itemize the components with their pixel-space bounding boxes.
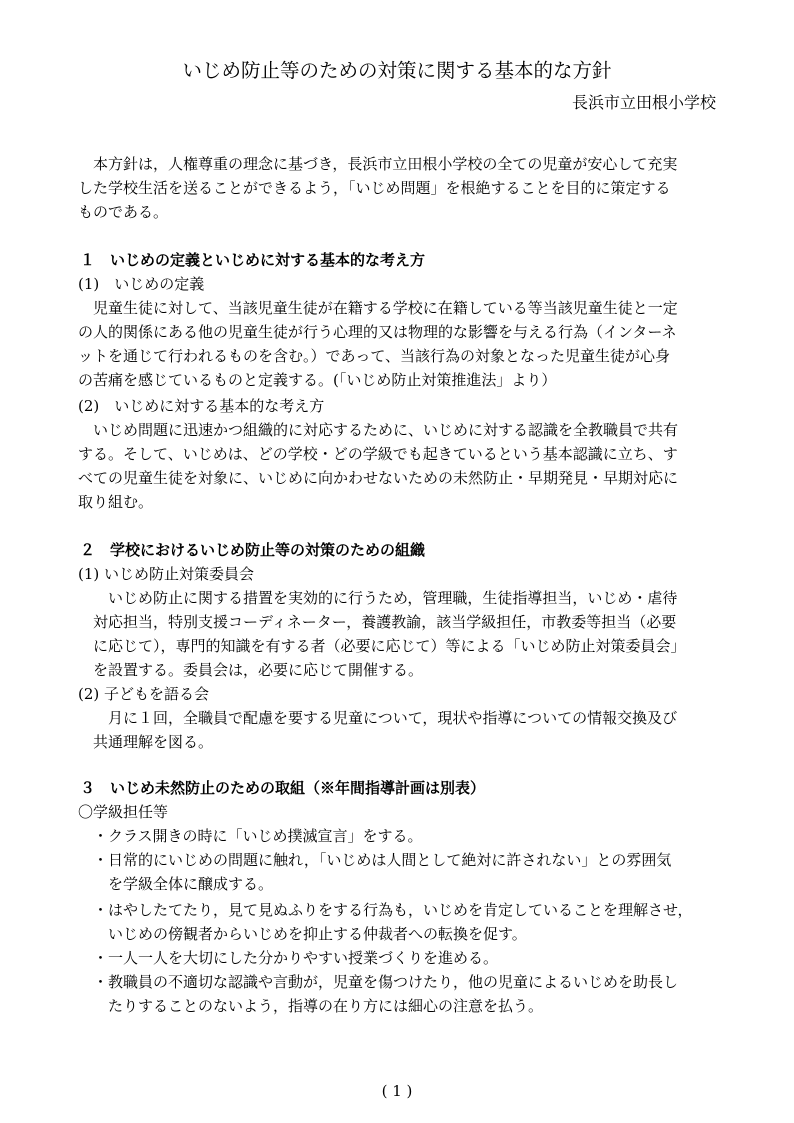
section-1-body-line: の人的関係にある他の児童生徒が行う心理的又は物理的な影響を与える行為（インターネ	[78, 323, 677, 341]
school-name: 長浜市立田根小学校	[571, 93, 716, 112]
section-2-subheading-1: (1) いじめ防止対策委員会	[78, 565, 255, 583]
section-1-subheading-1: (1) いじめの定義	[78, 275, 205, 293]
intro-line: ものである。	[78, 203, 169, 221]
list-item: ・日常的にいじめの問題に触れ，「いじめは人間として絶対に許されない」との雰囲気	[93, 851, 672, 869]
intro-line: した学校生活を送ることができるよう，「いじめ問題」を根絶することを目的に策定する	[78, 179, 671, 197]
section-2-heading: ２ 学校におけるいじめ防止等の対策のための組織	[80, 541, 426, 559]
section-1-subheading-2: (2) いじめに対する基本的な考え方	[78, 397, 325, 415]
section-1-body-line: ットを通じて行われるものを含む。）であって、当該行為の対象となった児童生徒が心身	[78, 347, 671, 365]
page-number: ( 1 )	[381, 1082, 413, 1100]
list-item: ・一人一人を大切にした分かりやすい授業づくりを進める。	[93, 949, 499, 967]
section-3-heading: ３ いじめ未然防止のための取組（※年間指導計画は別表）	[80, 779, 486, 797]
list-item-continuation: を学級全体に醸成する。	[108, 875, 274, 893]
section-2-subheading-2: (2) 子どもを語る会	[78, 685, 210, 703]
list-item-continuation: いじめの傍観者からいじめを抑止する仲裁者への転換を促す。	[108, 925, 527, 943]
list-item: ・はやしたてたり，見て見ぬふりをする行為も，いじめを肯定していることを理解させ，	[93, 901, 693, 919]
document-title: いじめ防止等のための対策に関する基本的な方針	[182, 59, 612, 82]
list-item: ・クラス開きの時に「いじめ撲滅宣言」をする。	[93, 827, 423, 845]
intro-line: 本方針は，人権尊重の理念に基づき，長浜市立田根小学校の全ての児童が安心して充実	[93, 155, 678, 173]
section-1-body-line: べての児童生徒を対象に、いじめに向かわせないための未然防止・早期発見・早期対応に	[78, 469, 679, 487]
section-1-body-line: 児童生徒に対して、当該児童生徒が在籍する学校に在籍している等当該児童生徒と一定	[93, 299, 678, 317]
section-1-heading: １ いじめの定義といじめに対する基本的な考え方	[80, 251, 426, 269]
list-item-continuation: たりすることのないよう，指導の在り方には細心の注意を払う。	[108, 997, 544, 1015]
section-2-body-line: 共通理解を図る。	[93, 733, 214, 751]
section-2-body-line: を設置する。委員会は，必要に応じて開催する。	[93, 661, 424, 679]
section-2-body-line: 月に１回，全職員で配慮を要する児童について，現状や指導についての情報交換及び	[108, 709, 678, 727]
section-1-body-line: いじめ問題に迅速かつ組織的に対応するために、いじめに対する認識を全教職員で共有	[93, 421, 679, 439]
list-item: ・教職員の不適切な認識や言動が，児童を傷つけたり，他の児童によるいじめを助長し	[93, 973, 679, 991]
section-1-body-line: する。そして、いじめは、どの学校・どの学級でも起きているという基本認識に立ち、す	[78, 445, 678, 463]
section-2-body-line: 対応担当，特別支援コーディネーター，養護教諭，該当学級担任，市教委等担当（必要	[93, 613, 677, 631]
section-1-body-line: 取り組む。	[78, 493, 154, 511]
section-2-body-line: に応じて），専門的知識を有する者（必要に応じて）等による「いじめ防止対策委員会」	[93, 637, 686, 655]
section-3-subheading: 〇学級担任等	[78, 803, 169, 821]
section-1-body-line: の苦痛を感じているものと定義する。(「いじめ防止対策推進法」より）	[78, 371, 557, 389]
section-2-body-line: いじめ防止に関する措置を実効的に行うため，管理職，生徒指導担当，いじめ・虐待	[108, 589, 678, 607]
